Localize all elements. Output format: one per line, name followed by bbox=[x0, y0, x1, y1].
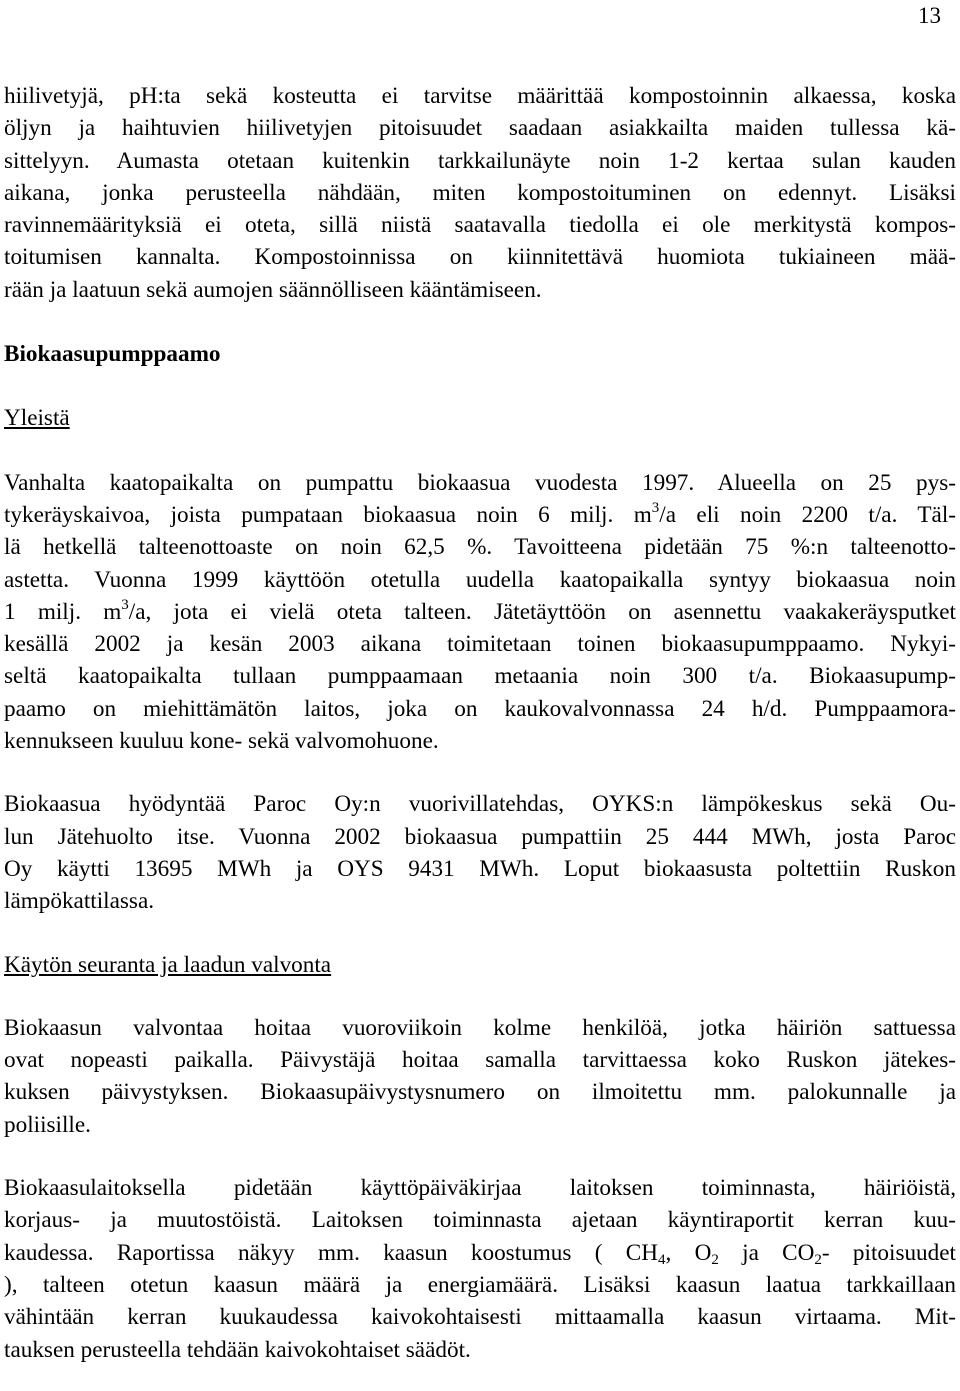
paragraph-composting bbox=[4, 80, 956, 306]
subsection-heading-monitoring: Käytön seuranta ja laadun valvonta bbox=[4, 951, 332, 978]
text-line: kaudessa. Raportissa näkyy mm. kaasun koostumus ( $CH_4$, $O_2$ ja $CO_2-$ pitoisuudet bbox=[4, 1239, 956, 1268]
document-body bbox=[4, 80, 956, 1366]
text-line: tykeräyskaivoa, joista pumpataan biokaasua noin 6 milj. $m^3/a$ eli noin 2200 t/a. Täl- bbox=[4, 499, 956, 528]
text-line: seltä kaatopaikalta tullaan pumppaamaan metaania noin 300 t/a. Biokaasupump- bbox=[4, 663, 956, 690]
text-line: ), talteen otetun kaasun määrä ja energiamäärä. Lisäksi kaasun laatua tarkkaillaan bbox=[4, 1271, 956, 1298]
text-line: rään ja laatuun sekä aumojen säännölliseen kääntämiseen. bbox=[4, 276, 542, 303]
text-line: paamo on miehittämätön laitos, joka on kaukovalvonnassa 24 h/d. Pumppaamora- bbox=[4, 695, 956, 722]
text-line: vähintään kerran kuukaudessa kaivokohtaisesti mittaamalla kaasun virtaama. Mit- bbox=[4, 1304, 956, 1331]
text-line: kesällä 2002 ja kesän 2003 aikana toimitetaan toinen biokaasupumppaamo. Nykyi- bbox=[4, 631, 956, 658]
text-line: astetta. Vuonna 1999 käyttöön otetulla uudella kaatopaikalla syntyy biokaasua noin bbox=[4, 566, 956, 593]
text-line: kuksen päivystyksen. Biokaasupäivystysnumero on ilmoitettu mm. palokunnalle ja bbox=[4, 1079, 956, 1106]
subscript: 2 bbox=[814, 1251, 822, 1268]
text-line: ovat nopeasti paikalla. Päivystäjä hoitaa samalla tarvittaessa koko Ruskon jätekes- bbox=[4, 1047, 956, 1074]
text-line: öljyn ja haihtuvien hiilivetyjen pitoisuudet saadaan asiakkailta maiden tullessa kä- bbox=[4, 115, 956, 142]
text-line: tauksen perusteella tehdään kaivokohtaiset säädöt. bbox=[4, 1336, 471, 1363]
superscript: 3 bbox=[121, 596, 129, 613]
paragraph-utilization bbox=[4, 788, 956, 917]
section-heading: Biokaasupumppaamo bbox=[4, 341, 221, 368]
text-line: hiilivetyjä, pH:ta sekä kosteutta ei tarvitse määrittää kompostoinnin alkaessa, koska bbox=[4, 83, 956, 109]
subsection-heading-general: Yleistä bbox=[4, 405, 70, 432]
text-line: Oy käytti 13695 MWh ja OYS 9431 MWh. Loput biokaasusta poltettiin Ruskon bbox=[4, 855, 956, 882]
paragraph-monitoring bbox=[4, 1012, 956, 1141]
text-line: lä hetkellä talteenottoaste on noin 62,5 %. Tavoitteena pidetään 75 %:n talteenotto- bbox=[4, 534, 956, 561]
text-line: korjaus- ja muutostöistä. Laitoksen toiminnasta ajetaan käyntiraportit kerran kuu- bbox=[4, 1207, 956, 1234]
page-number: 13 bbox=[918, 3, 941, 28]
text-line: 1 milj. $m^3/a$, jota ei vielä oteta talteen. Jätetäyttöön on asennettu vaakakeräysputket bbox=[4, 596, 956, 625]
subscript: 2 bbox=[711, 1251, 719, 1268]
text-line: lun Jätehuolto itse. Vuonna 2002 biokaasua pumpattiin 25 444 MWh, josta Paroc bbox=[4, 823, 956, 850]
paragraph-general bbox=[4, 467, 956, 758]
text-line: Biokaasua hyödyntää Paroc Oy:n vuorivillatehdas, OYKS:n lämpökeskus sekä Ou- bbox=[4, 791, 956, 818]
text-line: aikana, jonka perusteella nähdään, miten kompostoituminen on edennyt. Lisäksi bbox=[4, 179, 956, 206]
text-line: lämpökattilassa. bbox=[4, 888, 155, 915]
superscript: 3 bbox=[651, 499, 660, 516]
text-line: sittelyyn. Aumasta otetaan kuitenkin tarkkailunäyte noin 1-2 kertaa sulan kauden bbox=[4, 147, 956, 174]
text-line: Biokaasulaitoksella pidetään käyttöpäiväkirjaa laitoksen toiminnasta, häiriöistä, bbox=[4, 1175, 956, 1202]
text-line: Biokaasun valvontaa hoitaa vuoroviikoin kolme henkilöä, jotka häiriön sattuessa bbox=[4, 1014, 956, 1041]
text-line: kennukseen kuuluu kone- sekä valvomohuone. bbox=[4, 728, 439, 755]
text-line: poliisille. bbox=[4, 1111, 91, 1138]
text-line: toitumisen kannalta. Kompostoinnissa on kiinnitettävä huomiota tukiaineen mää- bbox=[4, 244, 956, 271]
paragraph-logbook bbox=[4, 1172, 956, 1366]
subscript: 4 bbox=[657, 1251, 666, 1268]
text-line: ravinnemäärityksiä ei oteta, sillä niistä saatavalla tiedolla ei ole merkitystä kompos- bbox=[4, 212, 956, 239]
text-line: Vanhalta kaatopaikalta on pumpattu biokaasua vuodesta 1997. Alueella on 25 pys- bbox=[4, 469, 956, 496]
